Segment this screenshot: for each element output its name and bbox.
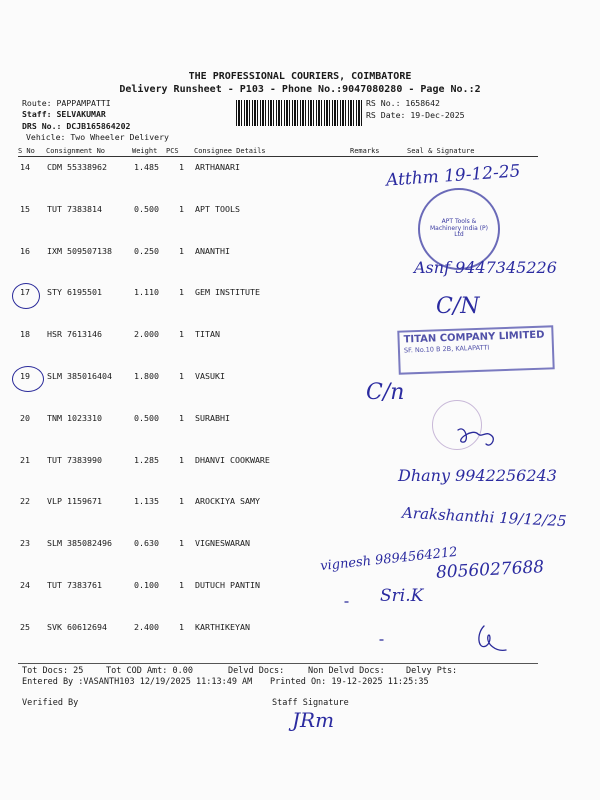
handwriting-row23: vignesh 9894564212: [319, 544, 459, 575]
staff-text: Staff: SELVAKUMAR: [22, 109, 106, 119]
row-consignment: TNM 1023310: [47, 413, 102, 423]
row-consignee: GEM INSTITUTE: [195, 287, 260, 297]
footer-rule: [18, 663, 538, 664]
row-pcs: 1: [179, 329, 184, 339]
row-pcs: 1: [179, 162, 184, 172]
row-pcs: 1: [179, 371, 184, 381]
handwriting-row22: Arakshanthi 19/12/25: [401, 503, 567, 531]
row-consignment: HSR 7613146: [47, 329, 102, 339]
row-consignment: CDM 55338962: [47, 162, 107, 172]
row-consignee: VIGNESWARAN: [195, 538, 250, 548]
row-weight: 2.400: [134, 622, 159, 632]
row-pcs: 1: [179, 246, 184, 256]
row-sno: 22: [20, 496, 30, 506]
drs-text: DRS No.: DCJB165864202: [22, 121, 131, 131]
printed-on: Printed On: 19-12-2025 11:25:35: [270, 677, 429, 687]
total-docs: Tot Docs: 25: [22, 666, 84, 676]
titan-stamp-line2: SF. No.10 B 2B, KALAPATTI: [403, 343, 490, 355]
row-consignee: VASUKI: [195, 371, 225, 381]
row-consignment: TUT 7383761: [47, 580, 102, 590]
col-weight: Weight: [132, 147, 158, 155]
row-consignment: TUT 7383990: [47, 455, 102, 465]
row-pcs: 1: [179, 287, 184, 297]
row-consignment: TUT 7383814: [47, 204, 102, 214]
rs-no: RS No.: 1658642: [366, 98, 440, 108]
staff-signature: JRm: [292, 708, 335, 732]
vehicle-text: Vehicle: Two Wheeler Delivery: [26, 132, 169, 142]
entered-by: Entered By :VASANTH103 12/19/2025 11:13:49 AM: [22, 677, 253, 687]
row-pcs: 1: [179, 496, 184, 506]
row-consignment: SLM 385016404: [47, 371, 112, 381]
row-sno: 21: [20, 455, 30, 465]
row-sno: 15: [20, 204, 30, 214]
handwriting-row21: Dhany 9942256243: [398, 466, 557, 485]
non-delivered-docs: Non Delvd Docs:: [308, 666, 385, 676]
row-consignment: SVK 60612694: [47, 622, 107, 632]
handwriting-row16: Asnf 9447345226: [414, 258, 557, 277]
row-consignee: ANANTHI: [195, 246, 230, 256]
row-weight: 1.800: [134, 371, 159, 381]
total-cod: Tot COD Amt: 0.00: [106, 666, 193, 676]
row-pcs: 1: [179, 622, 184, 632]
row-sno: 25: [20, 622, 30, 632]
row-weight: 0.500: [134, 204, 159, 214]
row-consignee: DUTUCH PANTIN: [195, 580, 260, 590]
runsheet-subtitle: Delivery Runsheet - P103 - Phone No.:9047080280 - Page No.:2: [119, 84, 481, 95]
row-sno: 17: [20, 287, 30, 297]
row-consignee: DHANVI COOKWARE: [195, 455, 270, 465]
row-pcs: 1: [179, 538, 184, 548]
row-weight: 1.485: [134, 162, 159, 172]
row-consignment: SLM 385082496: [47, 538, 112, 548]
handwriting-row19: C/n: [366, 380, 405, 405]
apt-stamp-text: APT Tools & Machinery India (P) Ltd: [430, 218, 488, 239]
titan-stamp-line1: TITAN COMPANY LIMITED: [403, 329, 545, 346]
handwriting-row17: C/N: [436, 294, 480, 319]
row-weight: 0.100: [134, 580, 159, 590]
row-consignee: SURABHI: [195, 413, 230, 423]
col-pcs: PCS: [166, 147, 179, 155]
col-remarks: Remarks: [350, 147, 380, 155]
handwriting-row14: Atthm 19-12-25: [385, 161, 522, 191]
row-sno: 19: [20, 371, 30, 381]
verified-by: Verified By: [22, 698, 79, 708]
row-consignee: TITAN: [195, 329, 220, 339]
row-sno: 16: [20, 246, 30, 256]
col-consignment: Consignment No: [46, 147, 106, 155]
delivered-docs: Delvd Docs:: [228, 666, 285, 676]
row-consignee: ARTHANARI: [195, 162, 240, 172]
row-pcs: 1: [179, 204, 184, 214]
row-consignment: STY 6195501: [47, 287, 102, 297]
row-weight: 0.500: [134, 413, 159, 423]
row-consignment: IXM 509507138: [47, 246, 112, 256]
row-weight: 0.630: [134, 538, 159, 548]
row-pcs: 1: [179, 455, 184, 465]
row-sno: 20: [20, 413, 30, 423]
handwriting-row23-number: 8056027688: [435, 557, 545, 583]
row-weight: 0.250: [134, 246, 159, 256]
row-weight: 1.285: [134, 455, 159, 465]
row-pcs: 1: [179, 413, 184, 423]
row-weight: 1.135: [134, 496, 159, 506]
route-text: Route: PAPPAMPATTI: [22, 98, 111, 108]
company-title: THE PROFESSIONAL COURIERS, COIMBATORE: [188, 71, 412, 82]
delivery-points: Delvy Pts:: [406, 666, 458, 676]
row-sno: 23: [20, 538, 30, 548]
col-consignee: Consignee Details: [194, 147, 266, 155]
row-sno: 24: [20, 580, 30, 590]
row-weight: 1.110: [134, 287, 159, 297]
row-consignee: KARTHIKEYAN: [195, 622, 250, 632]
row-consignee: AROCKIYA SAMY: [195, 496, 260, 506]
row-sno: 14: [20, 162, 30, 172]
col-seal-signature: Seal & Signature: [407, 147, 475, 155]
row-consignee: APT TOOLS: [195, 204, 240, 214]
col-sno: S No: [18, 147, 35, 155]
row-consignment: VLP 1159671: [47, 496, 102, 506]
row-weight: 2.000: [134, 329, 159, 339]
row-pcs: 1: [179, 580, 184, 590]
rs-date: RS Date: 19-Dec-2025: [366, 110, 465, 120]
row-sno: 18: [20, 329, 30, 339]
staff-signature-label: Staff Signature: [272, 698, 349, 708]
handwriting-row24: Sri.K: [380, 586, 424, 606]
